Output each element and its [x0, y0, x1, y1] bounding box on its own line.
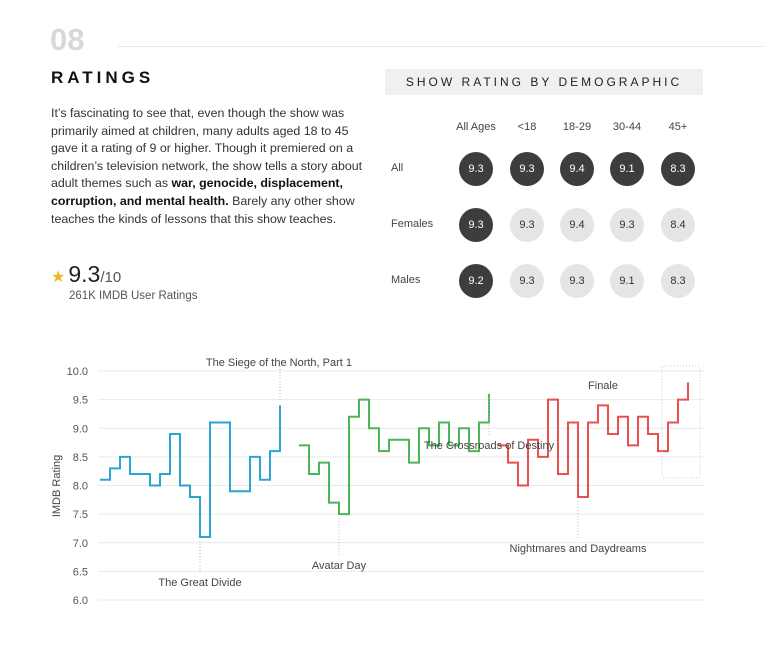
annotation-label: The Crossroads of Destiny — [423, 439, 555, 452]
y-tick-label: 6.0 — [72, 595, 88, 607]
y-tick-label: 8.0 — [72, 480, 88, 493]
column-header: All Ages — [456, 121, 496, 133]
y-axis-label: IMDB Rating — [51, 454, 63, 518]
annotation-label: Avatar Day — [311, 560, 367, 573]
y-tick-label: 8.5 — [72, 451, 88, 464]
intro-text-part1: It’s fascinating to see that, even though the show was primarily aimed at children, many adults aged 18 to 45 gave it a rating of 9 or higher. Though it premiered on a children’s television network, the show tells a story about adult themes such as — [51, 106, 363, 191]
rating-votes: 261K IMDB User Ratings — [69, 290, 198, 302]
y-tick-label: 6.5 — [72, 566, 88, 579]
rating-bubble: 9.3 — [459, 152, 493, 186]
rating-bubble: 9.2 — [459, 264, 493, 298]
y-tick-label: 9.5 — [72, 394, 88, 407]
rating-bubble: 9.3 — [459, 208, 493, 242]
intro-text-bold: war, genocide, displacement, corruption, and mental health. — [51, 176, 343, 208]
rating-bubble: 9.4 — [560, 152, 594, 186]
series-line — [299, 394, 489, 514]
rating-bubble: 9.3 — [510, 208, 544, 242]
section-number: 08 — [50, 22, 85, 57]
rating-bubble: 8.4 — [661, 208, 695, 242]
rating-bubble: 9.3 — [610, 208, 644, 242]
row-header: Females — [391, 218, 434, 230]
overall-rating — [51, 261, 121, 288]
column-header: 30-44 — [612, 121, 642, 133]
rating-value: 9.3 — [68, 261, 101, 287]
y-tick-label: 9.0 — [72, 423, 88, 436]
annotation-label: Finale — [588, 380, 618, 392]
column-header: 45+ — [668, 121, 688, 133]
annotation-label: The Great Divide — [158, 577, 242, 589]
rating-bubble: 9.1 — [610, 152, 644, 186]
annotation-label: Nightmares and Daydreams — [509, 542, 647, 555]
annotation-label: The Siege of the North, Part 1 — [205, 357, 352, 369]
rating-bubble: 9.3 — [510, 152, 544, 186]
column-header: 18-29 — [562, 121, 592, 133]
section-heading: RATINGS — [51, 68, 155, 87]
rating-bubble: 8.3 — [661, 152, 695, 186]
intro-text-part2: Barely any other show teaches the kinds of lessons that this show teaches. — [51, 193, 355, 226]
rating-bubble: 9.4 — [560, 208, 594, 242]
y-tick-label: 7.0 — [72, 537, 88, 550]
rating-bubble: 8.3 — [661, 264, 695, 298]
rating-out-of: /10 — [100, 269, 122, 286]
series-line — [100, 405, 280, 537]
rating-bubble: 9.3 — [510, 264, 544, 298]
column-header: <18 — [517, 121, 537, 133]
star-icon: ★ — [51, 269, 66, 286]
y-tick-label: 7.5 — [72, 509, 88, 522]
row-header: Males — [391, 274, 421, 286]
rating-bubble: 9.1 — [610, 264, 644, 298]
intro-paragraph — [51, 105, 363, 228]
episode-ratings-chart — [0, 340, 764, 630]
row-header: All — [391, 162, 404, 174]
y-tick-label: 10.0 — [66, 366, 88, 378]
rating-bubble: 9.3 — [560, 264, 594, 298]
top-divider — [118, 46, 764, 47]
demographic-table-title: SHOW RATING BY DEMOGRAPHIC — [385, 69, 703, 95]
